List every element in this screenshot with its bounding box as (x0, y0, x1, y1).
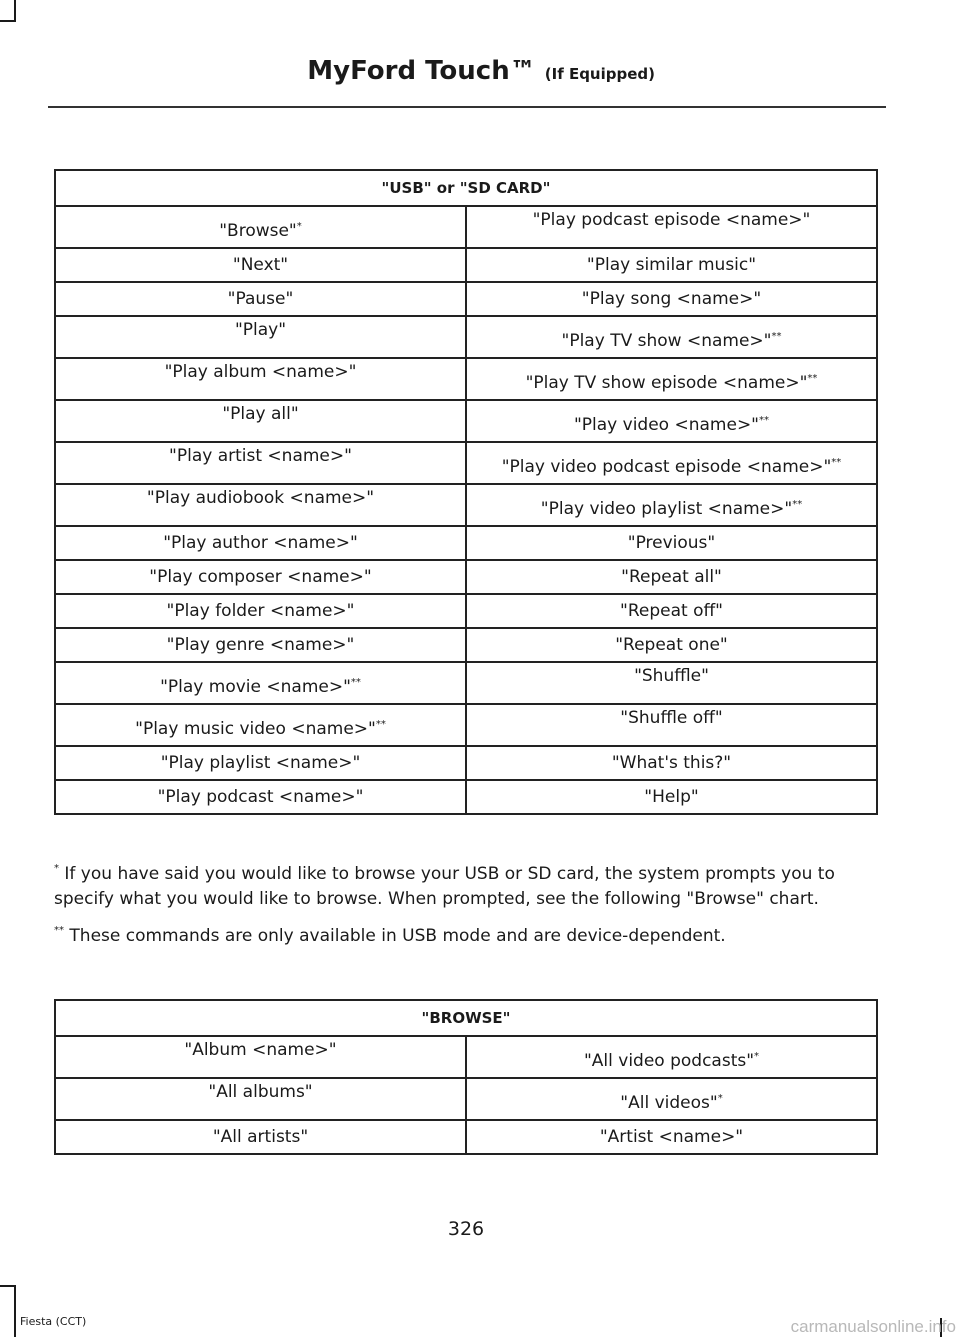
table-cell (466, 1036, 877, 1078)
cell-text (208, 1082, 312, 1102)
cell-text (160, 677, 361, 697)
table-cell (466, 594, 877, 628)
table-cell (466, 358, 877, 400)
cell-text (222, 404, 298, 424)
command-text: "Repeat off" (620, 601, 723, 621)
table-cell (55, 282, 466, 316)
table-cell (466, 248, 877, 282)
page-title-qualifier: (If Equipped) (544, 65, 655, 83)
table-cell (466, 780, 877, 814)
table-cell (466, 484, 877, 526)
table-row (55, 746, 877, 780)
table-cell (466, 282, 877, 316)
footnote-text: These commands are only available in USB mode and are device-dependent. (64, 926, 726, 946)
cell-text (158, 787, 364, 807)
cell-text (621, 567, 722, 587)
table-cell (55, 628, 466, 662)
table-row (55, 400, 877, 442)
table-row (55, 628, 877, 662)
table-heading: "BROWSE" (55, 1000, 877, 1036)
cell-text (184, 1040, 336, 1060)
cell-text (219, 221, 302, 241)
command-text: "Play playlist <name>" (160, 753, 361, 773)
cell-text (161, 753, 361, 773)
table-cell (55, 248, 466, 282)
command-text: "Play similar music" (586, 255, 757, 275)
table-cell (466, 746, 877, 780)
footnotes (54, 856, 884, 949)
footnote-marker: ** (831, 457, 842, 468)
page-title (307, 56, 655, 86)
command-text: "Play music video <name>" (135, 719, 376, 739)
table-cell (55, 1120, 466, 1154)
table-row (55, 1120, 877, 1154)
footnote-marker: ** (54, 925, 64, 936)
cell-text (163, 533, 358, 553)
command-text: "What's this?" (611, 753, 732, 773)
watermark: carmanualsonline.info (790, 1317, 956, 1336)
footnote-marker: ** (807, 373, 818, 384)
footnote-marker: ** (759, 415, 770, 426)
footnote-marker: ** (792, 499, 803, 510)
table-cell (55, 1078, 466, 1120)
command-text: "Play album <name>" (164, 362, 357, 382)
cell-text (149, 567, 371, 587)
cell-text (584, 1051, 759, 1071)
table-cell (55, 746, 466, 780)
cell-text (165, 362, 357, 382)
table-body (55, 206, 877, 814)
table-heading: "USB" or "SD CARD" (55, 170, 877, 206)
table-header-row (55, 1000, 877, 1036)
table-cell (55, 526, 466, 560)
table-row (55, 526, 877, 560)
footer-model-label: Fiesta (CCT) (20, 1315, 87, 1328)
command-text: "Previous" (627, 533, 716, 553)
command-text: "All video podcasts" (583, 1051, 755, 1071)
table-row (55, 704, 877, 746)
table-row (55, 594, 877, 628)
table-cell (466, 1120, 877, 1154)
table-row (55, 316, 877, 358)
command-text: "Play podcast episode <name>" (532, 210, 811, 230)
command-text: "Play TV show episode <name>" (525, 373, 808, 393)
table-cell (466, 400, 877, 442)
table-row (55, 442, 877, 484)
command-text: "Play author <name>" (163, 533, 358, 553)
table-row (55, 484, 877, 526)
cell-text (574, 415, 769, 435)
crop-mark (0, 20, 16, 22)
table-row (55, 1078, 877, 1120)
cell-text (533, 210, 811, 230)
cell-text (233, 255, 288, 275)
table-row (55, 780, 877, 814)
table-cell (466, 560, 877, 594)
cell-text (526, 373, 818, 393)
crop-mark (0, 1285, 16, 1287)
cell-text (167, 635, 355, 655)
command-text: "Play podcast <name>" (157, 787, 364, 807)
command-text: "Play video playlist <name>" (540, 499, 793, 519)
table-cell (55, 206, 466, 248)
command-text: "Play composer <name>" (149, 567, 372, 587)
cell-text (644, 787, 698, 807)
command-text: "All albums" (208, 1082, 313, 1102)
command-text: "All videos" (620, 1093, 718, 1113)
cell-text (628, 533, 715, 553)
command-text: "Play video <name>" (573, 415, 760, 435)
footnote-browse (54, 856, 884, 912)
table-cell (55, 780, 466, 814)
table-row (55, 282, 877, 316)
table-cell (55, 594, 466, 628)
crop-mark (14, 1285, 16, 1337)
table-header-row (55, 170, 877, 206)
table-cell (466, 662, 877, 704)
cell-text (620, 708, 722, 728)
crop-mark (14, 0, 16, 22)
footnote-text: If you have said you would like to browse your USB or SD card, the system prompts you to specify what you would like to browse. When prompted, see the following "Browse" chart. (54, 864, 835, 909)
command-text: "Next" (232, 255, 289, 275)
page-title-text: MyFord Touch™ (307, 56, 536, 86)
cell-text (147, 488, 374, 508)
table-row (55, 358, 877, 400)
cell-text (135, 719, 386, 739)
footnote-marker: ** (771, 331, 782, 342)
footnote-marker: ** (375, 719, 386, 730)
usb-commands-table (54, 169, 878, 815)
table-cell (55, 400, 466, 442)
footnote-usb-only (54, 918, 884, 949)
table-cell (466, 704, 877, 746)
table-cell (55, 1036, 466, 1078)
table-row (55, 662, 877, 704)
command-text: "Play video podcast episode <name>" (501, 457, 832, 477)
page-number: 326 (447, 1218, 485, 1240)
command-text: "Shuffle" (634, 666, 709, 686)
footnote-marker: ** (350, 677, 361, 688)
table-cell (466, 442, 877, 484)
command-text: "Album <name>" (184, 1040, 337, 1060)
cell-text (235, 320, 286, 340)
cell-text (620, 1093, 722, 1113)
command-text: "Play audiobook <name>" (146, 488, 375, 508)
cell-text (502, 457, 842, 477)
command-text: "Play movie <name>" (160, 677, 351, 697)
cell-text (562, 331, 782, 351)
table-cell (55, 358, 466, 400)
table-row (55, 1036, 877, 1078)
cell-text (167, 601, 355, 621)
table-cell (55, 662, 466, 704)
command-text: "Pause" (227, 289, 294, 309)
command-text: "All artists" (212, 1127, 309, 1147)
table-row (55, 206, 877, 248)
cell-text (612, 753, 731, 773)
cell-text (541, 499, 802, 519)
command-text: "Play artist <name>" (169, 446, 352, 466)
browse-commands-table (54, 999, 878, 1155)
cell-text (582, 289, 761, 309)
command-text: "Play genre <name>" (166, 635, 355, 655)
cell-text (228, 289, 294, 309)
command-text: "Help" (644, 787, 699, 807)
cell-text (587, 255, 756, 275)
command-text: "Shuffle off" (620, 708, 723, 728)
table-cell (466, 1078, 877, 1120)
cell-text (615, 635, 728, 655)
header-rule (48, 106, 886, 108)
cell-text (169, 446, 352, 466)
footnote-marker: * (717, 1093, 723, 1104)
cell-text (634, 666, 709, 686)
command-text: "Play" (234, 320, 287, 340)
table-row (55, 248, 877, 282)
table-cell (466, 628, 877, 662)
table-cell (466, 526, 877, 560)
command-text: "Artist <name>" (599, 1127, 744, 1147)
command-text: "Repeat one" (615, 635, 728, 655)
table-cell (55, 704, 466, 746)
table-cell (55, 560, 466, 594)
table-cell (466, 206, 877, 248)
table-cell (55, 442, 466, 484)
command-text: "Play all" (222, 404, 299, 424)
table-cell (55, 484, 466, 526)
footnote-marker: * (54, 863, 59, 874)
cell-text (600, 1127, 743, 1147)
table-row (55, 560, 877, 594)
command-text: "Browse" (219, 221, 297, 241)
table-cell (466, 316, 877, 358)
cell-text (620, 601, 723, 621)
command-text: "Repeat all" (621, 567, 722, 587)
command-text: "Play TV show <name>" (561, 331, 772, 351)
footnote-marker: * (754, 1051, 760, 1062)
table-cell (55, 316, 466, 358)
table-body (55, 1036, 877, 1154)
command-text: "Play song <name>" (581, 289, 762, 309)
cell-text (213, 1127, 308, 1147)
command-text: "Play folder <name>" (166, 601, 355, 621)
footnote-marker: * (296, 221, 302, 232)
